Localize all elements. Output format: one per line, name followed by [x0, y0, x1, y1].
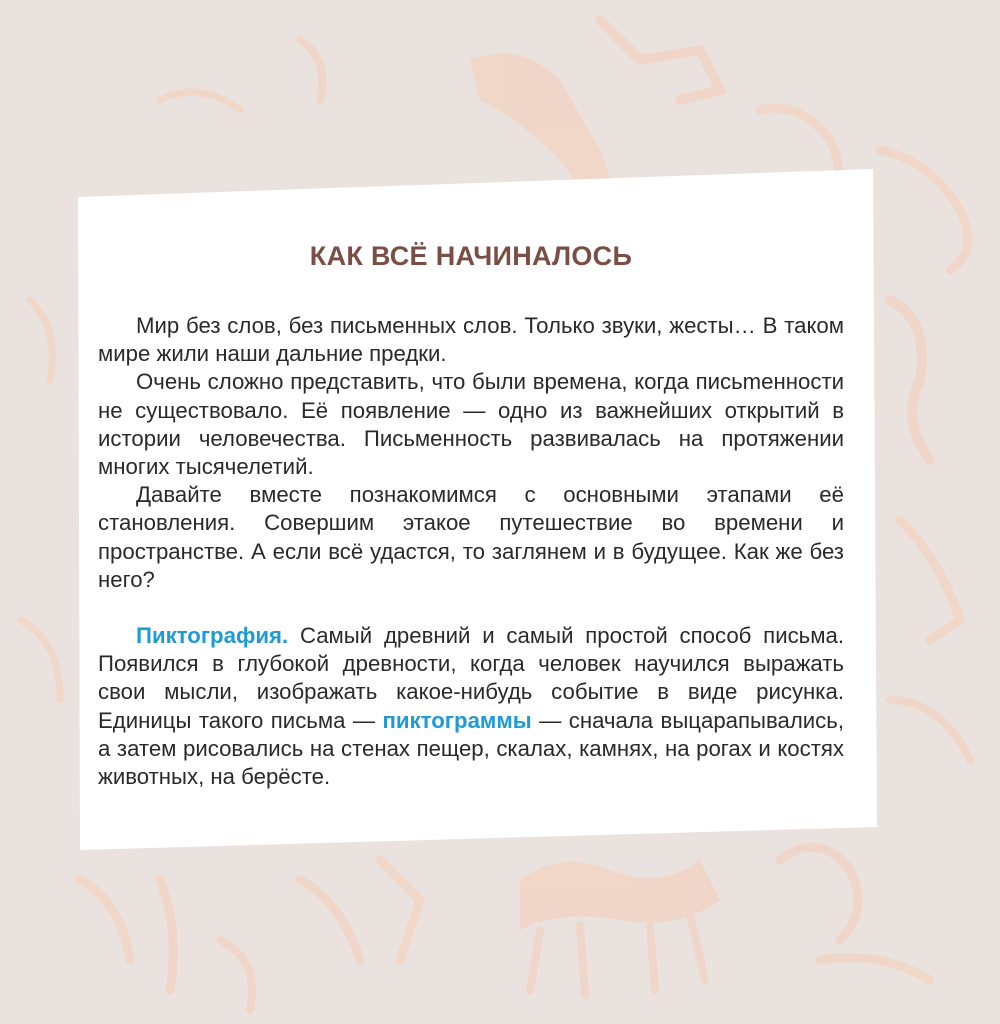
- paragraph-intro: Мир без слов, без письменных слов. Только звуки, жесты… В таком мире жили наши дальние предки.: [98, 313, 844, 367]
- term-pictograms: пиктограммы: [382, 707, 532, 733]
- page-title: КАК ВСЁ НАЧИНАЛОСЬ: [309, 241, 633, 271]
- pictography-text-1: Самый древний и самый простой способ письма. Появился в глубокой древности, когда человек научился выражать свои мысли, изображать какое-нибудь событие в виде рисунка. Единицы такого письма —: [98, 623, 844, 733]
- paragraph-history: Очень сложно представить, что были времена, когда письmенности не существовало. Её появление — одно из важнейших открытий в истории человечества. Письменность развивалась на протяжении многих тысячелетий.: [98, 369, 844, 480]
- paragraph-pictography: [98, 622, 844, 791]
- article: [98, 236, 844, 791]
- spacer: [98, 594, 844, 622]
- pictography-text-2: — сначала выцарапывались, а затем рисовались на стенах пещер, скалах, камнях, на рогах и костях животных, на берёсте.: [98, 707, 845, 790]
- paragraph-journey: Давайте вместе познакомимся с основными этапами её становления. Совершим этакое путешествие во времени и пространстве. А если всё удастся, то заглянем и в будущее. Как же без него?: [98, 482, 844, 592]
- term-pictography: Пиктография.: [136, 623, 289, 649]
